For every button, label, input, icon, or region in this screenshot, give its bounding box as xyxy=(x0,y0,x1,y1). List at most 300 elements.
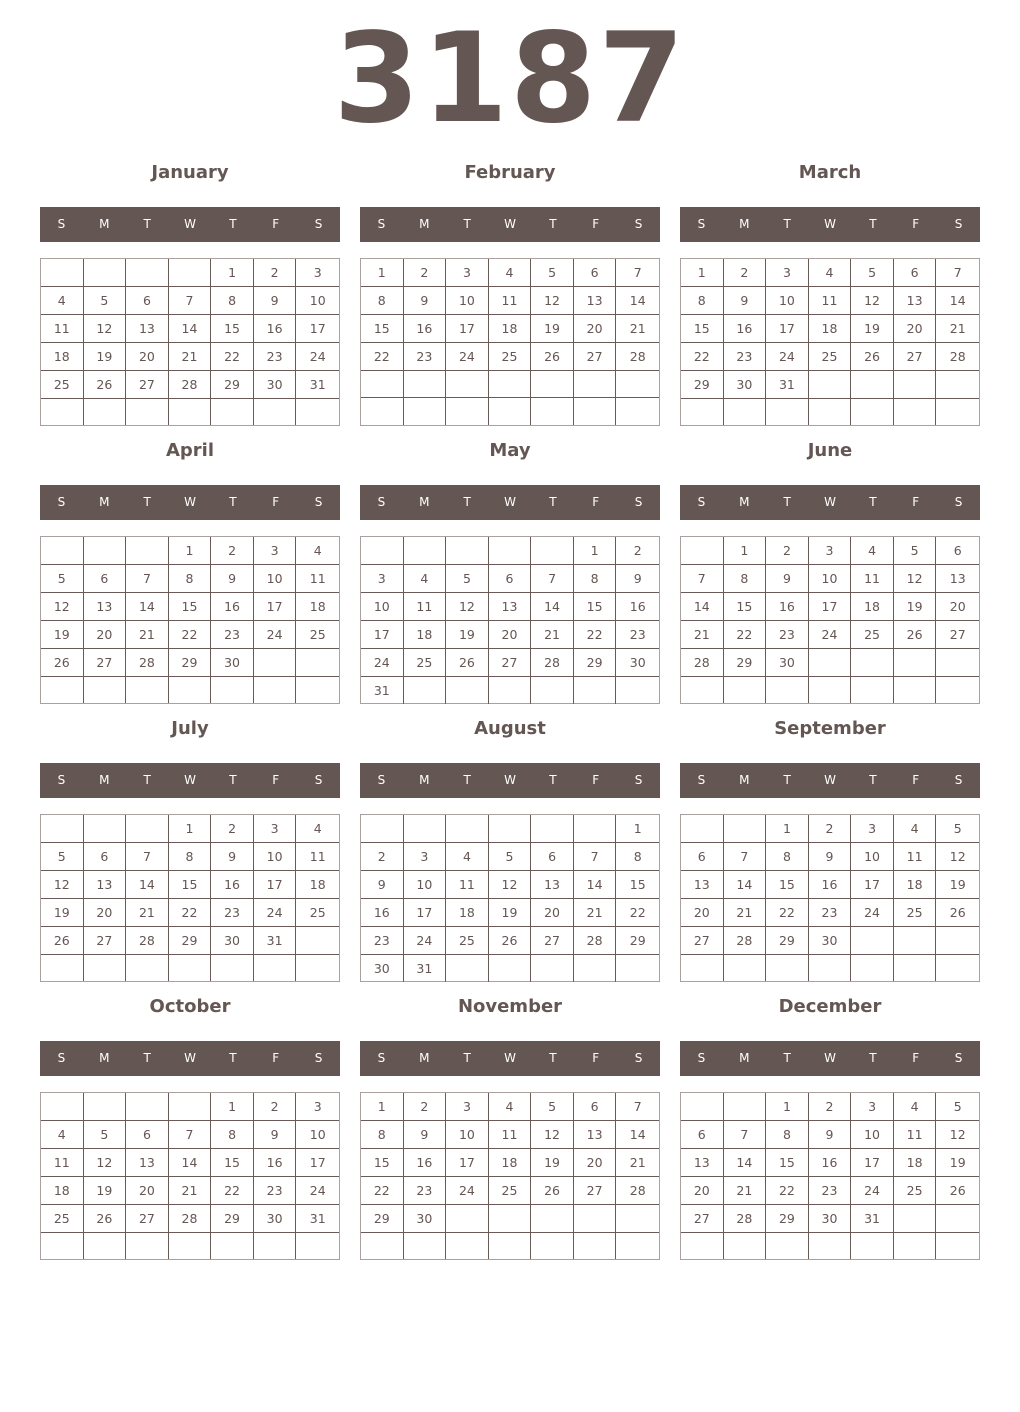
weekday-label: S xyxy=(697,1051,706,1065)
day-cell: 16 xyxy=(254,315,297,343)
day-cell: 1 xyxy=(766,815,809,843)
day-cell: 15 xyxy=(766,1149,809,1177)
day-cell xyxy=(41,1233,84,1259)
weekday-label: T xyxy=(229,217,237,231)
day-cell: 25 xyxy=(894,899,937,927)
day-cell xyxy=(851,955,894,981)
day-cell: 3 xyxy=(254,815,297,843)
day-cell xyxy=(809,371,852,399)
day-grid xyxy=(40,814,340,982)
day-cell xyxy=(404,815,447,843)
day-cell: 24 xyxy=(296,1177,339,1205)
day-cell: 23 xyxy=(211,899,254,927)
day-cell: 12 xyxy=(531,1121,574,1149)
day-cell xyxy=(446,815,489,843)
day-cell: 19 xyxy=(84,1177,127,1205)
day-cell xyxy=(41,1093,84,1121)
day-cell: 13 xyxy=(681,1149,724,1177)
day-cell: 12 xyxy=(489,871,532,899)
day-cell: 28 xyxy=(616,343,659,371)
weekday-label: S xyxy=(954,217,963,231)
day-cell: 6 xyxy=(126,1121,169,1149)
day-cell: 7 xyxy=(126,565,169,593)
day-cell: 10 xyxy=(254,843,297,871)
weekday-header xyxy=(40,1041,340,1076)
day-cell xyxy=(489,1233,532,1259)
day-cell: 8 xyxy=(361,287,404,315)
month-title: June xyxy=(807,440,853,461)
day-cell xyxy=(84,677,127,703)
day-cell xyxy=(531,1205,574,1233)
weekday-label: W xyxy=(824,217,836,231)
weekday-label: W xyxy=(184,773,196,787)
day-cell xyxy=(724,955,767,981)
day-cell xyxy=(41,677,84,703)
day-cell: 1 xyxy=(766,1093,809,1121)
day-cell: 21 xyxy=(126,621,169,649)
day-cell: 14 xyxy=(126,871,169,899)
day-cell: 21 xyxy=(616,1149,659,1177)
weekday-label: S xyxy=(697,495,706,509)
day-cell: 23 xyxy=(404,343,447,371)
day-cell: 12 xyxy=(894,565,937,593)
day-cell xyxy=(126,677,169,703)
day-cell: 24 xyxy=(809,621,852,649)
day-cell: 26 xyxy=(936,899,979,927)
weekday-label: S xyxy=(634,773,643,787)
day-cell: 23 xyxy=(254,1177,297,1205)
day-cell xyxy=(126,815,169,843)
weekday-label: T xyxy=(869,1051,877,1065)
day-cell xyxy=(936,955,979,981)
day-cell: 17 xyxy=(296,1149,339,1177)
day-cell xyxy=(41,815,84,843)
weekday-label: S xyxy=(377,773,386,787)
day-cell: 28 xyxy=(724,1205,767,1233)
day-cell: 21 xyxy=(936,315,979,343)
day-cell: 25 xyxy=(894,1177,937,1205)
month-title: February xyxy=(464,162,556,183)
day-cell xyxy=(766,677,809,703)
day-cell: 9 xyxy=(211,843,254,871)
day-cell: 15 xyxy=(766,871,809,899)
day-cell: 28 xyxy=(169,1205,212,1233)
weekday-label: S xyxy=(954,495,963,509)
day-cell: 22 xyxy=(766,899,809,927)
day-cell xyxy=(84,1093,127,1121)
day-cell xyxy=(766,1233,809,1259)
day-cell: 22 xyxy=(361,343,404,371)
day-grid xyxy=(40,1092,340,1260)
day-cell: 30 xyxy=(211,927,254,955)
day-cell: 28 xyxy=(169,371,212,399)
day-cell: 30 xyxy=(211,649,254,677)
day-cell: 9 xyxy=(361,871,404,899)
day-cell: 3 xyxy=(296,1093,339,1121)
day-cell xyxy=(574,677,617,704)
day-cell: 3 xyxy=(404,843,447,871)
day-cell xyxy=(254,677,297,703)
day-cell: 5 xyxy=(851,259,894,287)
weekday-label: S xyxy=(697,773,706,787)
day-cell: 18 xyxy=(809,315,852,343)
day-cell: 29 xyxy=(211,1205,254,1233)
day-cell xyxy=(894,955,937,981)
weekday-label: M xyxy=(739,495,750,509)
day-cell xyxy=(446,537,489,565)
day-grid xyxy=(360,258,660,426)
day-cell: 21 xyxy=(724,899,767,927)
day-cell: 21 xyxy=(169,343,212,371)
day-cell: 19 xyxy=(41,621,84,649)
day-cell: 3 xyxy=(296,259,339,287)
weekday-label: F xyxy=(592,1051,600,1065)
day-cell: 21 xyxy=(531,621,574,649)
weekday-label: T xyxy=(783,495,791,509)
day-cell: 6 xyxy=(84,843,127,871)
day-cell: 10 xyxy=(766,287,809,315)
day-cell xyxy=(894,927,937,955)
day-cell xyxy=(531,677,574,704)
day-cell: 26 xyxy=(489,927,532,955)
day-cell xyxy=(84,955,127,981)
day-cell: 21 xyxy=(169,1177,212,1205)
day-cell: 7 xyxy=(574,843,617,871)
day-cell xyxy=(84,537,127,565)
day-cell: 26 xyxy=(84,371,127,399)
day-cell xyxy=(489,815,532,843)
day-cell: 27 xyxy=(489,649,532,677)
day-cell: 4 xyxy=(894,1093,937,1121)
day-cell xyxy=(361,398,404,425)
day-cell: 11 xyxy=(41,315,84,343)
day-cell: 22 xyxy=(169,899,212,927)
weekday-label: T xyxy=(463,1051,471,1065)
day-cell: 9 xyxy=(809,1121,852,1149)
day-cell: 9 xyxy=(404,1121,447,1149)
day-cell: 31 xyxy=(404,955,447,982)
day-cell xyxy=(41,259,84,287)
day-cell: 22 xyxy=(766,1177,809,1205)
day-cell xyxy=(616,677,659,704)
day-cell: 7 xyxy=(616,1093,659,1121)
day-cell xyxy=(41,399,84,425)
day-cell: 19 xyxy=(446,621,489,649)
weekday-header xyxy=(360,207,660,242)
day-cell: 29 xyxy=(574,649,617,677)
day-cell: 14 xyxy=(724,871,767,899)
day-cell: 1 xyxy=(616,815,659,843)
day-cell: 2 xyxy=(361,843,404,871)
day-cell: 25 xyxy=(296,621,339,649)
day-cell xyxy=(404,537,447,565)
day-cell: 12 xyxy=(531,287,574,315)
weekday-label: F xyxy=(912,217,920,231)
day-cell: 17 xyxy=(851,871,894,899)
day-cell xyxy=(489,677,532,704)
day-cell: 26 xyxy=(446,649,489,677)
day-cell: 6 xyxy=(574,259,617,287)
weekday-header xyxy=(680,207,980,242)
day-cell: 25 xyxy=(489,343,532,371)
weekday-label: T xyxy=(229,773,237,787)
day-cell: 10 xyxy=(361,593,404,621)
weekday-label: M xyxy=(99,773,110,787)
day-cell: 10 xyxy=(446,1121,489,1149)
day-cell xyxy=(936,1205,979,1233)
day-cell: 19 xyxy=(936,871,979,899)
weekday-header xyxy=(40,207,340,242)
day-cell: 30 xyxy=(254,371,297,399)
weekday-label: T xyxy=(463,495,471,509)
day-cell: 7 xyxy=(724,1121,767,1149)
day-cell: 3 xyxy=(361,565,404,593)
day-cell: 28 xyxy=(531,649,574,677)
day-cell: 7 xyxy=(724,843,767,871)
day-cell: 4 xyxy=(41,287,84,315)
day-cell: 17 xyxy=(809,593,852,621)
year-title: 3187 xyxy=(333,7,687,151)
weekday-header xyxy=(40,485,340,520)
day-cell: 1 xyxy=(574,537,617,565)
weekday-label: S xyxy=(314,495,323,509)
day-cell: 18 xyxy=(894,871,937,899)
day-cell xyxy=(296,649,339,677)
day-cell: 13 xyxy=(126,315,169,343)
weekday-label: F xyxy=(912,495,920,509)
weekday-label: W xyxy=(824,495,836,509)
weekday-label: T xyxy=(549,495,557,509)
day-cell: 19 xyxy=(851,315,894,343)
day-cell: 4 xyxy=(489,259,532,287)
weekday-header xyxy=(40,763,340,798)
day-cell xyxy=(531,371,574,398)
day-cell: 14 xyxy=(616,1121,659,1149)
weekday-label: F xyxy=(272,773,280,787)
day-cell: 13 xyxy=(936,565,979,593)
day-cell: 11 xyxy=(489,1121,532,1149)
day-cell: 22 xyxy=(361,1177,404,1205)
day-cell: 21 xyxy=(126,899,169,927)
weekday-label: S xyxy=(57,773,66,787)
weekday-label: M xyxy=(419,217,430,231)
day-cell: 23 xyxy=(616,621,659,649)
month-title: April xyxy=(165,440,215,461)
day-cell: 20 xyxy=(681,1177,724,1205)
day-cell: 7 xyxy=(531,565,574,593)
day-cell: 4 xyxy=(404,565,447,593)
day-cell: 8 xyxy=(616,843,659,871)
day-grid xyxy=(360,814,660,982)
weekday-label: S xyxy=(377,495,386,509)
day-cell xyxy=(681,677,724,703)
day-cell xyxy=(851,1233,894,1259)
day-cell: 3 xyxy=(809,537,852,565)
day-cell: 10 xyxy=(404,871,447,899)
day-cell: 30 xyxy=(254,1205,297,1233)
day-cell xyxy=(126,537,169,565)
day-cell xyxy=(254,649,297,677)
weekday-label: S xyxy=(314,1051,323,1065)
day-cell: 26 xyxy=(41,649,84,677)
day-cell: 2 xyxy=(724,259,767,287)
day-cell: 2 xyxy=(254,1093,297,1121)
weekday-header xyxy=(360,485,660,520)
weekday-header xyxy=(360,1041,660,1076)
weekday-label: W xyxy=(504,773,516,787)
day-cell xyxy=(724,1233,767,1259)
day-cell: 10 xyxy=(851,843,894,871)
day-cell: 18 xyxy=(296,593,339,621)
day-cell xyxy=(211,677,254,703)
day-cell: 27 xyxy=(84,927,127,955)
day-cell xyxy=(574,955,617,982)
day-cell: 25 xyxy=(446,927,489,955)
day-cell: 11 xyxy=(894,843,937,871)
day-cell: 23 xyxy=(361,927,404,955)
day-cell: 21 xyxy=(616,315,659,343)
day-cell xyxy=(531,537,574,565)
day-cell xyxy=(126,399,169,425)
day-cell: 9 xyxy=(809,843,852,871)
day-cell xyxy=(574,398,617,425)
day-cell: 6 xyxy=(681,1121,724,1149)
day-cell: 5 xyxy=(894,537,937,565)
day-cell: 30 xyxy=(616,649,659,677)
day-cell: 19 xyxy=(936,1149,979,1177)
day-cell: 28 xyxy=(681,649,724,677)
day-cell xyxy=(84,399,127,425)
day-grid xyxy=(680,1092,980,1260)
day-cell xyxy=(296,1233,339,1259)
day-cell xyxy=(211,399,254,425)
month-title: July xyxy=(171,718,209,739)
day-cell: 16 xyxy=(404,315,447,343)
day-cell: 11 xyxy=(404,593,447,621)
month-title: August xyxy=(474,718,546,739)
day-cell: 4 xyxy=(809,259,852,287)
day-cell: 2 xyxy=(616,537,659,565)
day-cell: 30 xyxy=(766,649,809,677)
day-cell: 18 xyxy=(489,1149,532,1177)
day-cell: 16 xyxy=(724,315,767,343)
day-cell xyxy=(211,955,254,981)
weekday-label: S xyxy=(377,1051,386,1065)
day-cell: 15 xyxy=(169,593,212,621)
day-cell: 18 xyxy=(41,1177,84,1205)
day-cell: 7 xyxy=(169,287,212,315)
day-cell: 14 xyxy=(936,287,979,315)
day-cell: 28 xyxy=(724,927,767,955)
day-cell: 11 xyxy=(894,1121,937,1149)
day-cell: 13 xyxy=(489,593,532,621)
day-cell: 20 xyxy=(936,593,979,621)
day-cell: 28 xyxy=(126,927,169,955)
day-cell: 17 xyxy=(254,871,297,899)
day-cell: 5 xyxy=(531,259,574,287)
day-cell: 12 xyxy=(41,871,84,899)
weekday-label: S xyxy=(634,217,643,231)
day-cell: 22 xyxy=(724,621,767,649)
day-cell: 24 xyxy=(446,343,489,371)
day-cell: 28 xyxy=(936,343,979,371)
day-cell: 25 xyxy=(296,899,339,927)
day-cell xyxy=(936,927,979,955)
day-cell: 27 xyxy=(681,927,724,955)
weekday-label: T xyxy=(549,773,557,787)
day-cell: 9 xyxy=(254,1121,297,1149)
day-cell: 27 xyxy=(894,343,937,371)
day-cell: 13 xyxy=(574,287,617,315)
day-cell: 16 xyxy=(404,1149,447,1177)
month-title: March xyxy=(798,162,862,183)
day-cell: 16 xyxy=(616,593,659,621)
weekday-label: T xyxy=(783,217,791,231)
month-title: May xyxy=(489,440,531,461)
day-cell: 12 xyxy=(936,843,979,871)
day-cell: 2 xyxy=(404,1093,447,1121)
day-cell: 1 xyxy=(361,259,404,287)
day-cell: 25 xyxy=(404,649,447,677)
day-cell xyxy=(724,1093,767,1121)
day-cell xyxy=(851,927,894,955)
day-cell xyxy=(894,1233,937,1259)
day-cell: 15 xyxy=(211,315,254,343)
day-cell: 5 xyxy=(84,1121,127,1149)
day-cell xyxy=(531,1233,574,1259)
day-cell xyxy=(809,677,852,703)
day-cell: 8 xyxy=(211,287,254,315)
weekday-label: M xyxy=(739,1051,750,1065)
weekday-label: T xyxy=(463,773,471,787)
day-cell: 4 xyxy=(296,815,339,843)
weekday-label: T xyxy=(869,217,877,231)
day-cell: 25 xyxy=(489,1177,532,1205)
weekday-label: W xyxy=(824,773,836,787)
day-cell xyxy=(361,537,404,565)
day-cell: 11 xyxy=(296,565,339,593)
day-cell xyxy=(724,815,767,843)
day-cell: 5 xyxy=(936,1093,979,1121)
day-cell: 4 xyxy=(489,1093,532,1121)
day-cell: 12 xyxy=(84,1149,127,1177)
day-cell: 29 xyxy=(681,371,724,399)
day-cell: 23 xyxy=(211,621,254,649)
day-cell: 6 xyxy=(84,565,127,593)
day-cell: 14 xyxy=(126,593,169,621)
month-title: January xyxy=(151,162,229,183)
day-cell: 11 xyxy=(296,843,339,871)
day-cell: 8 xyxy=(766,1121,809,1149)
day-cell: 15 xyxy=(724,593,767,621)
day-cell xyxy=(126,259,169,287)
day-cell xyxy=(446,677,489,704)
day-cell: 6 xyxy=(574,1093,617,1121)
day-cell: 10 xyxy=(446,287,489,315)
day-cell: 20 xyxy=(894,315,937,343)
day-cell: 27 xyxy=(574,1177,617,1205)
weekday-label: S xyxy=(57,495,66,509)
month-title: December xyxy=(778,996,882,1017)
day-cell xyxy=(446,371,489,398)
day-cell: 17 xyxy=(766,315,809,343)
day-cell xyxy=(851,399,894,425)
day-cell xyxy=(681,1093,724,1121)
day-cell: 21 xyxy=(574,899,617,927)
day-cell: 15 xyxy=(169,871,212,899)
day-cell: 10 xyxy=(809,565,852,593)
day-cell xyxy=(616,1205,659,1233)
